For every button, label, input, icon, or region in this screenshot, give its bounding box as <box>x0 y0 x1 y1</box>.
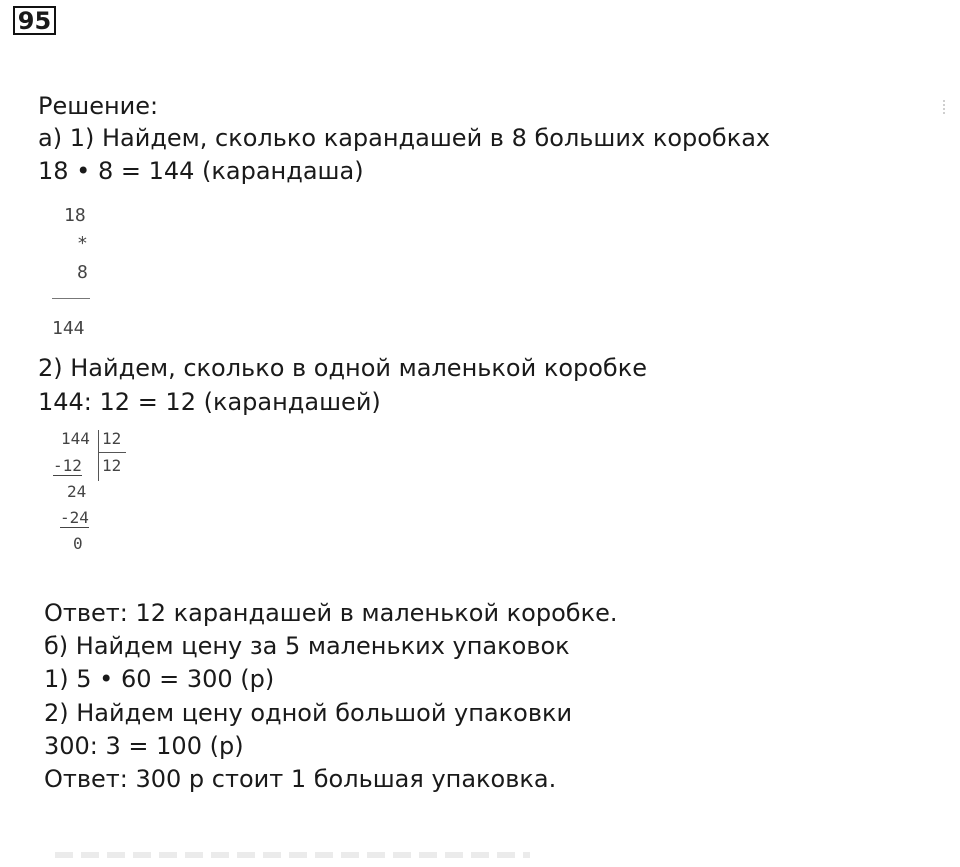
part-a-answer: Ответ: 12 карандашей в маленькой коробке. <box>44 599 618 627</box>
mult-bottom-operand: 8 <box>77 262 88 283</box>
part-b-answer: Ответ: 300 р стоит 1 большая упаковка. <box>44 765 557 793</box>
division-divisor-rule <box>99 452 126 453</box>
cropped-text-artifact <box>55 852 530 858</box>
division-remainder-2: 0 <box>73 534 83 553</box>
mult-result: 144 <box>52 318 85 339</box>
division-subtract-2: -24 <box>60 508 89 527</box>
part-b-step1-expression: 1) 5 • 60 = 300 (р) <box>44 665 275 693</box>
mult-rule <box>52 298 90 299</box>
part-b-step2-expression: 300: 3 = 100 (р) <box>44 732 244 760</box>
task-number: 95 <box>13 6 56 35</box>
scan-artifact <box>943 100 945 114</box>
division-vertical-rule <box>98 430 99 481</box>
part-b-step2-title: 2) Найдем цену одной большой упаковки <box>44 699 573 727</box>
division-remainder-1: 24 <box>67 482 87 501</box>
mult-top-operand: 18 <box>64 205 86 226</box>
mult-operator: * <box>77 233 88 254</box>
division-dividend: 144 <box>61 429 90 448</box>
division-quotient: 12 <box>102 456 122 475</box>
part-a-step2-expression: 144: 12 = 12 (карандашей) <box>38 388 381 416</box>
part-a-step2-title: 2) Найдем, сколько в одной маленькой коробке <box>38 354 647 382</box>
division-divisor: 12 <box>102 429 122 448</box>
part-a-step1-expression: 18 • 8 = 144 (карандаша) <box>38 157 364 185</box>
solution-label: Решение: <box>38 92 159 120</box>
division-subtract-1: -12 <box>53 456 82 475</box>
part-b-title: б) Найдем цену за 5 маленьких упаковок <box>44 632 570 660</box>
part-a-step1-title: а) 1) Найдем, сколько карандашей в 8 больших коробках <box>38 124 771 152</box>
